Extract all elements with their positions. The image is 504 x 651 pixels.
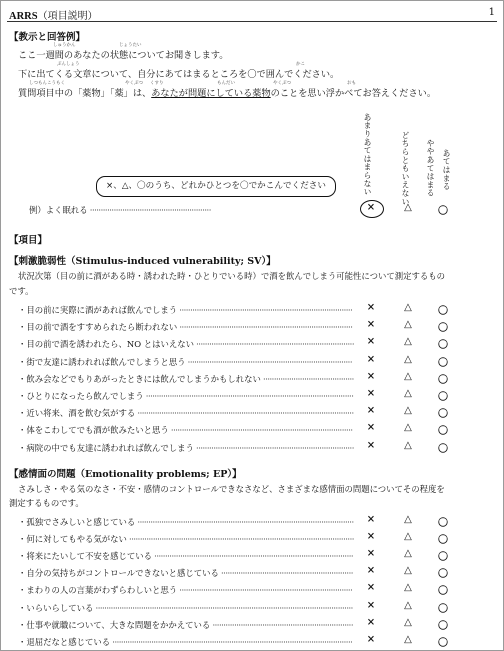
mark-triangle[interactable]: △ (404, 319, 412, 331)
mark-x[interactable]: × (366, 565, 376, 577)
item-label: ・街で友達に誘われれば飲んでしまうと思う ············································································ (18, 356, 352, 367)
item-label: ・体をこわしてでも酒が飲みたいと思う ···················································································· (18, 425, 353, 436)
mark-x[interactable]: × (366, 599, 376, 611)
ep-section-title: 【感情面の問題（Emotionality problems; EP）】 (9, 469, 242, 480)
mark-triangle[interactable]: △ (404, 633, 412, 645)
mark-x[interactable]: × (366, 405, 376, 417)
mark-circle[interactable]: 〇 (438, 535, 448, 547)
item-label: ・いらいらしている ······················································································································· (18, 602, 353, 613)
item-label: ・将来にたいして不安を感じている ···························································································· (18, 551, 354, 562)
mark-circle[interactable]: 〇 (438, 586, 448, 598)
instruction-line-2: 下に出てくる文章について、自分にあてはまるところを〇で囲んでください。 (18, 69, 340, 80)
column-header-applicable: あてはまる (442, 149, 451, 191)
ruby-kako: かこ (296, 62, 305, 67)
mark-x[interactable]: × (366, 370, 376, 382)
mark-triangle[interactable]: △ (404, 388, 412, 399)
column-header-not-applicable: あまりあてはまらない (363, 113, 372, 196)
ruby-yakubutsu: やくぶつ (125, 81, 143, 86)
mark-circle[interactable]: 〇 (438, 637, 448, 649)
mark-x[interactable]: × (366, 531, 376, 543)
mark-circle[interactable]: 〇 (438, 552, 448, 564)
mark-circle[interactable]: 〇 (438, 306, 448, 317)
mark-circle[interactable]: 〇 (438, 426, 448, 438)
item-label: ・何に対してもやる気がない ········································································································ (18, 534, 354, 545)
sv-description-2: です。 (9, 286, 34, 296)
ruby-shukan: しゅうかん (53, 43, 76, 48)
mark-circle[interactable]: 〇 (438, 357, 448, 369)
header-rule (7, 21, 497, 22)
ruby-shitsumon: しつもんこうもく (29, 81, 65, 86)
mark-triangle[interactable]: △ (404, 439, 412, 451)
item-label: ・近い将来、酒を飲む気がする ···································································································· (18, 408, 354, 419)
mark-circle[interactable]: 〇 (438, 569, 448, 581)
mark-x[interactable]: × (366, 633, 376, 645)
mark-x[interactable]: × (366, 439, 376, 451)
item-label: ・孤独でさみしいと感じている ···································································································· (18, 517, 354, 527)
mark-x[interactable]: × (366, 582, 376, 594)
items-title: 【項目】 (9, 235, 48, 246)
item-label: ・まわりの人の言葉がわずらわしいと思う ················································································ (18, 585, 353, 596)
mark-x[interactable]: × (366, 336, 376, 348)
mark-x[interactable]: × (366, 548, 376, 560)
item-label: ・目の前で酒をすすめられたら断われない ················································································ (18, 322, 353, 333)
item-label: ・飲み会などでもりあがったときには飲んでしまうかもしれない ·········································· (18, 373, 354, 384)
mark-triangle[interactable]: △ (404, 531, 412, 543)
mark-circle[interactable]: 〇 (438, 518, 448, 529)
item-label: ・ひとりになったら飲んでしまう ································································································ (18, 391, 354, 401)
document-title: ARRS（項目説明） (9, 11, 98, 22)
mark-circle[interactable]: 〇 (438, 409, 448, 421)
answer-callout: ×、△、〇のうち、どれかひとつを〇でかこんでください (96, 176, 336, 197)
mark-circle[interactable]: 〇 (438, 323, 448, 335)
mark-triangle[interactable]: △ (404, 336, 412, 348)
mark-circle[interactable]: 〇 (438, 603, 448, 615)
mark-x[interactable]: × (366, 422, 376, 434)
mark-triangle[interactable]: △ (404, 302, 412, 313)
mark-triangle[interactable]: △ (404, 370, 412, 382)
item-label: ・目の前に実際に酒があれば飲んでしまう ················································································ (18, 305, 353, 315)
ruby-mondai: もんだい (217, 81, 235, 86)
ruby-jotai: じょうたい (119, 43, 142, 48)
ep-description-2: 測定するものです。 (9, 498, 84, 508)
mark-triangle[interactable]: △ (404, 565, 412, 577)
example-mark-triangle: △ (404, 202, 412, 213)
sv-description-1: 状況次第（目の前に酒がある時・誘われた時・ひとりでいる時）で酒を飲んでしまう可能性について測定するもの (18, 271, 445, 281)
item-label: ・自分の気持ちがコントロールできないと感じている ····························································· (18, 568, 353, 579)
column-header-neutral: どちらともいえない (401, 131, 410, 206)
mark-triangle[interactable]: △ (404, 616, 412, 628)
mark-x[interactable]: × (366, 302, 376, 313)
ruby-omoi: おも (347, 81, 356, 86)
instructions-title: 【教示と回答例】 (9, 32, 86, 43)
mark-triangle[interactable]: △ (404, 548, 412, 560)
column-header-somewhat: ややあてはまる (426, 139, 435, 198)
example-label: 例）よく眠れる ························································ (29, 205, 211, 215)
mark-triangle[interactable]: △ (404, 514, 412, 525)
ruby-kusuri: くすり (150, 81, 164, 86)
instruction-line-3: 質問項目中の「薬物」「薬」は、あなたが問題にしている薬物のことを思い浮かべてお答えください。 (18, 88, 437, 99)
page-number: 1 (488, 7, 495, 18)
ruby-yakubutsu-2: やくぶつ (273, 81, 291, 86)
ruby-bunsho: ぶんしょう (57, 62, 80, 67)
mark-circle[interactable]: 〇 (438, 392, 448, 403)
item-label: ・仕事や就職について、大きな問題をかかえている ································································· (18, 619, 354, 630)
example-mark-x: × (366, 202, 376, 213)
mark-x[interactable]: × (366, 388, 376, 399)
mark-triangle[interactable]: △ (404, 405, 412, 417)
example-mark-circle: 〇 (438, 206, 448, 217)
ep-description-1: さみしさ・やる気のなさ・不安・感情のコントロールできなさなど、さまざまな感情面の問題についてその程度を (18, 484, 445, 494)
mark-x[interactable]: × (366, 514, 376, 525)
mark-circle[interactable]: 〇 (438, 374, 448, 386)
mark-triangle[interactable]: △ (404, 582, 412, 594)
mark-triangle[interactable]: △ (404, 353, 412, 365)
mark-triangle[interactable]: △ (404, 599, 412, 611)
mark-triangle[interactable]: △ (404, 422, 412, 434)
sv-section-title: 【刺激脆弱性（Stimulus-induced vulnerability; SV）】 (9, 256, 276, 267)
mark-x[interactable]: × (366, 616, 376, 628)
instruction-line-1: ここ一週間のあなたの状態についてお聞きします。 (18, 50, 229, 61)
item-label: ・目の前で酒を誘われたら、NO とはいえない ········································································· (18, 339, 354, 350)
mark-circle[interactable]: 〇 (438, 443, 448, 455)
mark-x[interactable]: × (366, 319, 376, 331)
item-label: ・退屈だなと感じている ··············································································································· (18, 636, 353, 647)
mark-x[interactable]: × (366, 353, 376, 365)
mark-circle[interactable]: 〇 (438, 620, 448, 632)
mark-circle[interactable]: 〇 (438, 340, 448, 352)
item-label: ・病院の中でも友達に誘われれば飲んでしまう ········································································· (18, 442, 354, 453)
